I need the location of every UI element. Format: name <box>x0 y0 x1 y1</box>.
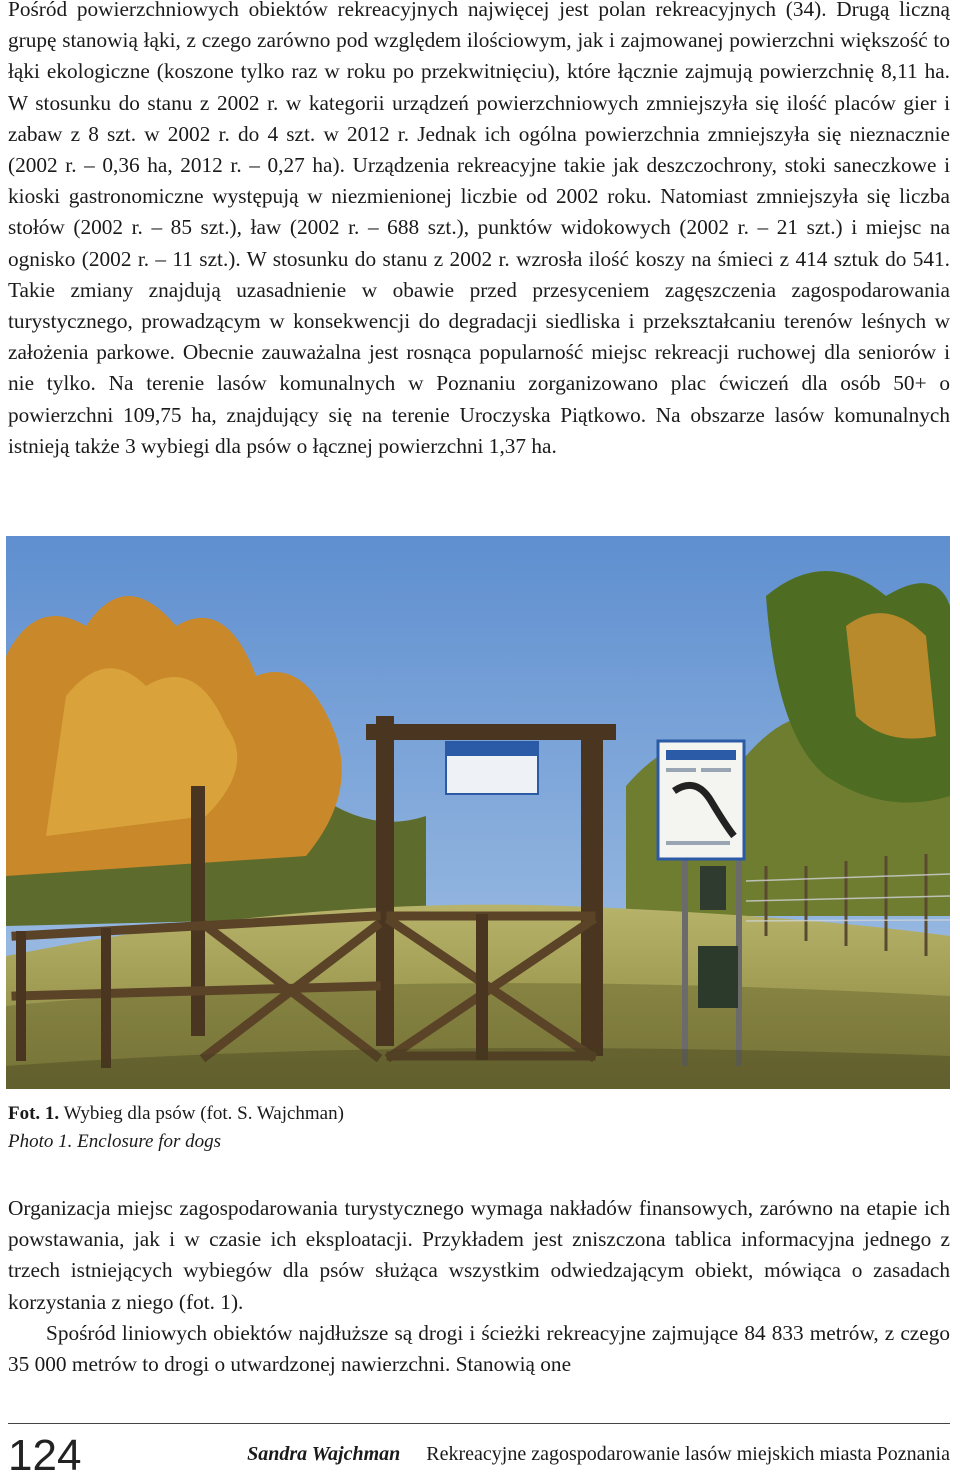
page-number: 124 <box>8 1431 82 1480</box>
footer-divider <box>8 1423 950 1424</box>
body-paragraph-2: Organizacja miejsc zagospodarowania turystycznego wymaga nakładów finansowych, zarówno na etapie ich powstawania, jak i w czasie ich eksploatacji. Przykładem jest zniszczona tablica informacyjna jednego z trzech istniejących wybiegów dla psów służąca wszystkim odwiedzającym obiekt, mówiąca o zasadach korzystania z niego (fot. 1). <box>8 1196 950 1314</box>
body-paragraph-1: Pośród powierzchniowych obiektów rekreacyjnych najwięcej jest polan rekreacyjnych (34). Drugą liczną grupę stanowią łąki, z czego zarówno pod względem ilościowym, jak i zajmowanej powierzchni większość to łąki ekologiczne (koszone tylko raz w roku po przekwitnięciu), które łącznie zajmują powierzchnię 8,11 ha. W stosunku do stanu z 2002 r. w kategorii urządzeń powierzchniowych zmniejszyła się ilość placów gier i zabaw z 8 szt. w 2002 r. do 4 szt. w 2012 r. Jednak ich ogólna powierzchnia zmniejszyła się nieznacznie (2002 r. – 0,36 ha, 2012 r. – 0,27 ha). Urządzenia rekreacyjne takie jak deszczochrony, stoki saneczkowe i kioski gastronomiczne występują w niezmienionej liczbie od 2002 roku. Natomiast zmniejszyła się liczba stołów (2002 r. – 85 szt.), ław (2002 r. – 688 szt.), punktów widokowych (2002 r. – 21 szt.) i miejsc na ognisko (2002 r. – 11 szt.). W stosunku do stanu z 2002 r. wzrosła ilość koszy na śmieci z 414 sztuk do 541. Takie zmiany znajdują uzasadnienie w obawie przed przesyceniem zagęszczenia zagospodarowania turystycznego, prowadzącym w konsekwencji do degradacji siedliska i przekształcaniu terenów leśnych w założenia parkowe. Obecnie zauważalna jest rosnąca popularność miejsc rekreacji ruchowej dla seniorów i nie tylko. Na terenie lasów komunalnych w Poznaniu zorganizowano plac ćwiczeń dla osób 50+ o powierzchni 109,75 ha, znajdujący się na terenie Uroczyska Piątkowo. Na obszarze lasów komunalnych istnieją także 3 wybiegi dla psów o łącznej powierzchni 1,37 ha. <box>8 0 950 458</box>
figure-caption <box>8 1100 344 1156</box>
body-paragraph-3: Spośród liniowych obiektów najdłuższe są drogi i ścieżki rekreacyjne zajmujące 84 833 metrów, z czego 35 000 metrów to drogi o utwardzonej nawierzchni. Stanowią one <box>8 1321 950 1377</box>
photo-illustration <box>6 536 950 1089</box>
photo-dog-enclosure <box>6 536 950 1089</box>
footer-author: Sandra Wajchman <box>247 1443 401 1465</box>
footer-title: Rekreacyjne zagospodarowanie lasów miejskich miasta Poznania <box>426 1443 950 1465</box>
running-footer <box>247 1441 950 1467</box>
caption-text-pl: Wybieg dla psów (fot. S. Wajchman) <box>63 1103 344 1124</box>
caption-english: Photo 1. Enclosure for dogs <box>8 1131 222 1152</box>
caption-label: Fot. 1. <box>8 1103 60 1124</box>
caption-polish <box>8 1100 344 1128</box>
